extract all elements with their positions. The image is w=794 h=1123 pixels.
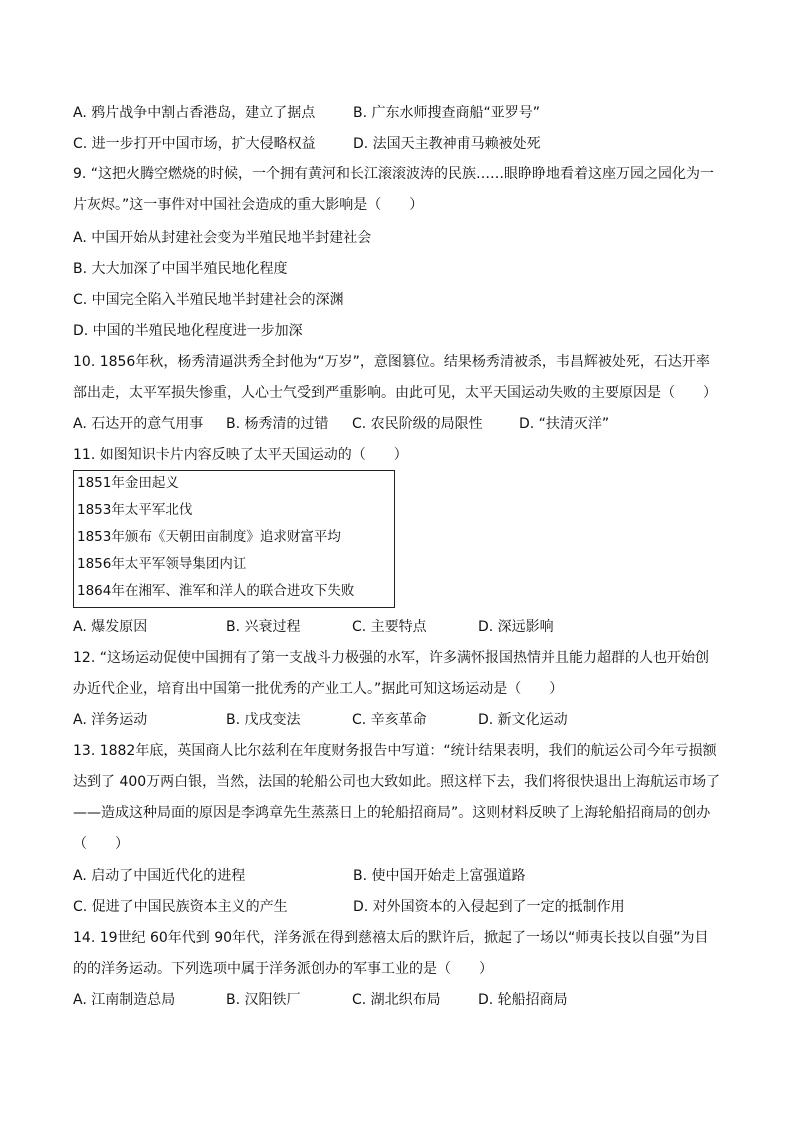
q14-option-a[interactable]: A. 江南制造总局	[73, 992, 176, 1008]
q9-stem-line1: 9. “这把火腾空燃烧的时候，一个拥有黄河和长江滚滚波涛的民族……眼睁睁地看着这座万园之园化为一	[73, 166, 715, 182]
q10-option-c[interactable]: C. 农民阶级的局限性	[352, 416, 483, 432]
q14-option-d[interactable]: D. 轮船招商局	[478, 992, 568, 1008]
card-entry: 1864年在湘军、淮军和洋人的联合进攻下失败	[77, 583, 355, 599]
q11-option-b[interactable]: B. 兴衰过程	[226, 619, 301, 635]
card-entry: 1853年颁布《天朝田亩制度》追求财富平均	[77, 529, 341, 545]
q10-option-b[interactable]: B. 杨秀清的过错	[226, 416, 329, 432]
q9-stem-line2: 片灰烬。”这一事件对中国社会造成的重大影响是（ ）	[73, 197, 424, 213]
q10-stem-line2: 部出走，太平军损失惨重，人心士气受到严重影响。由此可见，太平天国运动失败的主要原因是（ ）	[73, 385, 717, 401]
q10-option-a[interactable]: A. 石达开的意气用事	[73, 416, 204, 432]
q14-option-b[interactable]: B. 汉阳铁厂	[226, 992, 301, 1008]
card-entry: 1856年太平军领导集团内讧	[77, 556, 247, 572]
q8-option-d[interactable]: D. 法国天主教神甫马赖被处死	[353, 136, 541, 152]
q11-option-d[interactable]: D. 深远影响	[478, 619, 554, 635]
q12-stem-line1: 12. “这场运动促使中国拥有了第一支战斗力极强的水军，许多满怀报国热情并且能力超群的人也开始创	[73, 650, 709, 666]
q12-option-b[interactable]: B. 戊戌变法	[226, 712, 301, 728]
q9-option-c[interactable]: C. 中国完全陷入半殖民地半封建社会的深渊	[73, 292, 344, 308]
card-entry: 1851年金田起义	[77, 475, 179, 491]
q11-stem: 11. 如图知识卡片内容反映了太平天国运动的（ ）	[73, 447, 408, 463]
q8-option-c[interactable]: C. 进一步打开中国市场，扩大侵略权益	[73, 136, 316, 152]
q14-option-c[interactable]: C. 湖北织布局	[352, 992, 441, 1008]
q13-stem-line4: （ ）	[73, 836, 129, 852]
q12-stem-line2: 办近代企业，培育出中国第一批优秀的产业工人。”据此可知这场运动是（ ）	[73, 681, 564, 697]
q11-option-a[interactable]: A. 爆发原因	[73, 619, 148, 635]
q13-option-d[interactable]: D. 对外国资本的入侵起到了一定的抵制作用	[353, 899, 625, 915]
q13-option-a[interactable]: A. 启动了中国近代化的进程	[73, 868, 246, 884]
q12-option-c[interactable]: C. 辛亥革命	[352, 712, 427, 728]
q8-option-a[interactable]: A. 鸦片战争中割占香港岛，建立了据点	[73, 105, 316, 121]
q13-stem-line3: ——造成这种局面的原因是李鸿章先生蒸蒸日上的轮船招商局”。这则材料反映了上海轮船招商局的创办	[73, 805, 711, 821]
q13-option-b[interactable]: B. 使中国开始走上富强道路	[353, 868, 526, 884]
q14-stem-line1: 14. 19世纪 60年代到 90年代，洋务派在得到慈禧太后的默许后，掀起了一场以“师夷长技以自强”为目	[73, 930, 709, 946]
q12-option-d[interactable]: D. 新文化运动	[478, 712, 568, 728]
q8-option-b[interactable]: B. 广东水师搜查商船“亚罗号”	[353, 105, 541, 121]
card-entry: 1853年太平军北伐	[77, 502, 193, 518]
q13-stem-line1: 13. 1882年底，英国商人比尔兹利在年度财务报告中写道：“统计结果表明，我们的航运公司今年亏损额	[73, 743, 717, 759]
q11-option-c[interactable]: C. 主要特点	[352, 619, 427, 635]
q14-stem-line2: 的的洋务运动。下列选项中属于洋务派创办的军事工业的是（ ）	[73, 961, 493, 977]
q9-option-d[interactable]: D. 中国的半殖民地化程度进一步加深	[73, 323, 303, 339]
q12-option-a[interactable]: A. 洋务运动	[73, 712, 148, 728]
q9-option-a[interactable]: A. 中国开始从封建社会变为半殖民地半封建社会	[73, 230, 372, 246]
q10-stem-line1: 10. 1856年秋，杨秀清逼洪秀全封他为“万岁”，意图篡位。结果杨秀清被杀，韦昌辉被处死，石达开率	[73, 354, 710, 370]
q13-stem-line2: 达到了 400万两白银，当然，法国的轮船公司也大致如此。照这样下去，我们将很快退出上海航运市场了	[73, 774, 721, 790]
knowledge-card	[73, 470, 395, 608]
q10-option-d[interactable]: D. “扶清灭洋”	[519, 416, 610, 432]
q13-option-c[interactable]: C. 促进了中国民族资本主义的产生	[73, 899, 288, 915]
q9-option-b[interactable]: B. 大大加深了中国半殖民地化程度	[73, 261, 288, 277]
